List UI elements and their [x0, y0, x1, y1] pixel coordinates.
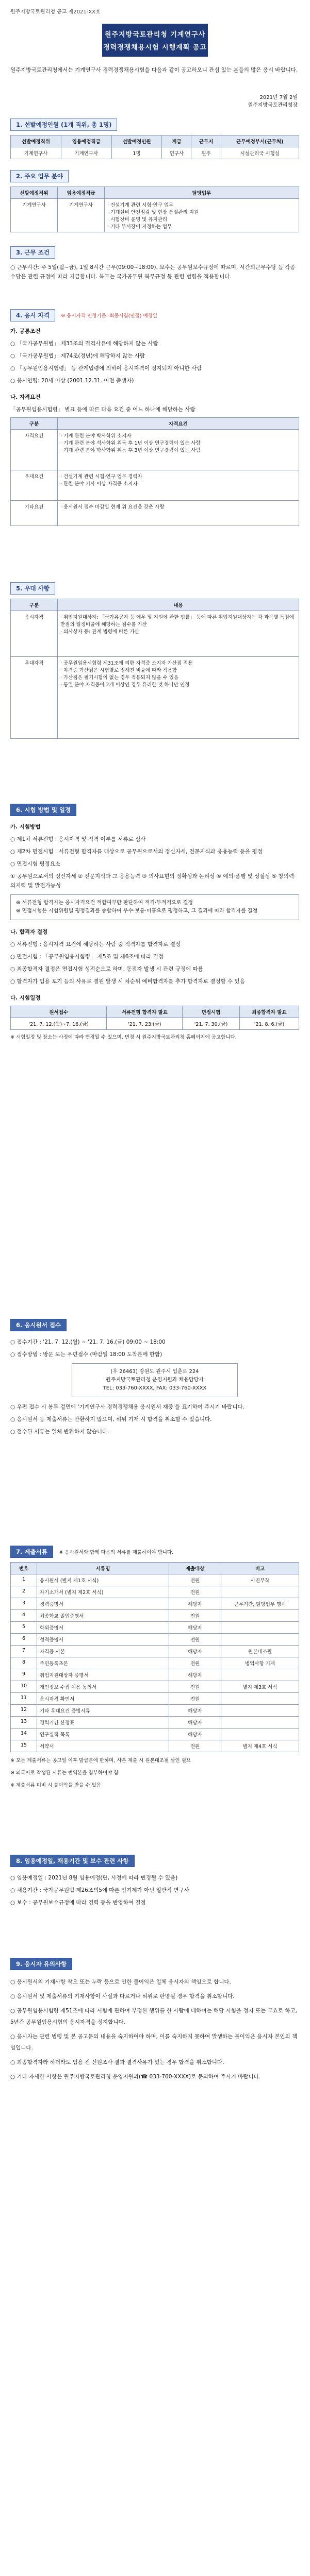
- schedule-block: [10, 993, 299, 1003]
- address-line: TEL: 033-760-XXXX, FAX: 033-760-XXXX: [103, 1385, 207, 1391]
- table-cell: 기계연구사: [11, 147, 61, 159]
- note-item: ○ 우편 접수 시 봉투 겉면에 '기계연구사 경력경쟁채용 응시원서 재중'을 표기하여 주시기 바랍니다.: [10, 1404, 244, 1410]
- table-row: [11, 1586, 299, 1598]
- table-cell: 시설관리국 시험실: [221, 147, 299, 159]
- positions-table: [10, 135, 299, 159]
- table-cell: 2: [11, 1586, 37, 1598]
- intro-text: 원주지방국토관리청에서는 기계연구사 경력경쟁채용시험을 다음과 같이 공고하오니 관심 있는 분들의 많은 응시 바랍니다.: [10, 67, 298, 73]
- table-row: [11, 1693, 299, 1705]
- col-header: 선발예정직위: [11, 135, 61, 147]
- preference-table: [10, 599, 299, 739]
- table-cell: 개인정보 수집·이용 동의서: [37, 1681, 169, 1693]
- table-header-row: [11, 418, 299, 430]
- conditions-text: ○ 근무시간: 주 5일(월~금), 1일 8시간 근무(09:00~18:00). 보수는 공무원보수규정에 따르며, 시간외근무수당 등 각종 수당은 관련 규정에 따라 지급합니다. 복무는 국가공무원 복무규정 등 관련 법령을 적용합니다.: [10, 264, 296, 280]
- table-row: [11, 1574, 299, 1586]
- table-cell: 기계연구사: [11, 199, 58, 232]
- section-title: 3. 근무 조건: [10, 246, 55, 259]
- table-cell: · 공무원임용시험령 제31조에 의한 자격증 소지자 가산점 적용 · 자격증 가산점은 시험별로 정해진 비율에 따라 적용함 · 가산점은 필기시험이 없는 경우 적용되지 않을 수 있음 · 동일 분야 자격증이 2개 이상인 경우 유리한 것 하나만 인정: [58, 657, 299, 739]
- issue-date: 2021년 7월 2일: [259, 95, 298, 100]
- table-cell: '21. 8. 6.(금): [239, 1018, 299, 1030]
- col-header: 제출대상: [169, 1563, 221, 1574]
- table-cell: 학위증명서: [37, 1622, 169, 1634]
- table-cell: 전원: [169, 1586, 221, 1598]
- info-item: ○ 임용예정일 : 2021년 8월 임용예정(단, 사정에 따라 변경될 수 있음): [10, 1875, 178, 1881]
- application-notes: [10, 1402, 299, 1436]
- duty-item: · 건설기계 관련 시험·연구 업무: [107, 202, 174, 208]
- table-cell: 3: [11, 1598, 37, 1610]
- condition-item: ○ 「공무원임용시험령」 등 관계법령에 의하여 응시자격이 정지되지 아니한 사람: [10, 365, 202, 371]
- col-header: 임용예정직급: [61, 135, 111, 147]
- table-cell: 해당자: [169, 1598, 221, 1610]
- section-title: 5. 우대 사항: [10, 582, 55, 595]
- section-duties: [10, 170, 299, 232]
- issuer-name: 원주지방국토관리청장: [248, 103, 298, 108]
- table-cell: 1명: [111, 147, 162, 159]
- table-row: [11, 1728, 299, 1740]
- table-cell: '21. 7. 12.(월)~7. 16.(금): [11, 1018, 107, 1030]
- col-header: 근무예정부서(근무처): [221, 135, 299, 147]
- condition-item: ○ 「국가공무원법」 제74조(정년)에 해당하지 않는 사람: [10, 353, 145, 359]
- col-header: 내용: [58, 599, 299, 611]
- col-header: 자격요건: [58, 418, 299, 430]
- section-conditions: [10, 246, 299, 281]
- caution-item: ○ 응시원서의 기재사항 착오 또는 누락 등으로 인한 불이익은 일체 응시자의 책임으로 합니다.: [10, 1979, 231, 1985]
- section-title: 6. 시험 방법 및 일정: [10, 804, 76, 816]
- caution-item: ○ 기타 자세한 사항은 원주지방국토관리청 운영지원과(☎ 033-760-XXXX)로 문의하여 주시기 바랍니다.: [10, 2074, 261, 2080]
- table-cell: 10: [11, 1681, 37, 1693]
- table-cell: 원주: [191, 147, 221, 159]
- table-cell: 기계연구사: [58, 199, 105, 232]
- table-header-row: [11, 187, 299, 199]
- table-row: [11, 147, 299, 159]
- section-appointment: [10, 1855, 299, 1910]
- general-conditions: [10, 327, 299, 414]
- note-item: ※ 서류전형 합격자는 응시자격요건 적합여부만 판단하여 적격·부적격으로 결정: [16, 900, 193, 906]
- table-cell: 15: [11, 1740, 37, 1752]
- table-cell: 원본대조필: [221, 1646, 299, 1657]
- table-cell: 해당자: [169, 1669, 221, 1681]
- note-item: ※ 제출서류 미비 시 불이익을 받을 수 있음: [10, 1783, 101, 1788]
- table-cell: 연구사: [162, 147, 191, 159]
- table-cell: 응시자격: [11, 611, 58, 657]
- table-cell: 13: [11, 1717, 37, 1728]
- table-header-row: [11, 135, 299, 147]
- documents-notes: [10, 1756, 299, 1790]
- section-positions: [10, 118, 299, 159]
- application-info: [10, 1337, 299, 1359]
- section-title: 6. 응시원서 접수: [10, 1319, 67, 1331]
- table-cell: 해당자: [169, 1717, 221, 1728]
- table-cell: 해당자: [169, 1705, 221, 1717]
- caution-item: ○ 응시원서 및 제출서류의 기재사항이 사실과 다르거나 허위로 판명될 경우 합격을 취소합니다.: [10, 1993, 235, 1999]
- section-title: 7. 제출서류: [10, 1546, 53, 1558]
- table-cell: 자기소개서 (별지 제2호 서식): [37, 1586, 169, 1598]
- section-preference: [10, 582, 299, 739]
- col-header: 번호: [11, 1563, 37, 1574]
- method-item: ○ 면접시험 평정요소: [10, 861, 60, 867]
- section-title: 2. 주요 업무 분야: [10, 170, 69, 182]
- table-row: [11, 1622, 299, 1634]
- table-cell: 전원: [169, 1574, 221, 1586]
- address-line: 원주지방국토관리청 운영지원과 채용담당자: [106, 1377, 204, 1383]
- col-header: 면접시험: [183, 1006, 240, 1018]
- selection-item: ○ 서류전형 : 응시자격 요건에 해당하는 사람 중 적격자를 합격자로 결정: [10, 941, 181, 947]
- documents-table: [10, 1562, 299, 1752]
- table-row: [11, 657, 299, 739]
- table-cell: 해당자: [169, 1646, 221, 1657]
- caution-item: ○ 최종합격자라 하더라도 임용 전 신원조사 결과 결격사유가 있는 경우 합격을 취소합니다.: [10, 2059, 224, 2065]
- issue-info: [248, 94, 298, 109]
- section-eligibility: [10, 309, 299, 526]
- section-subtitle: ※ 응시원서와 함께 다음의 서류를 제출하여야 합니다.: [59, 1550, 174, 1555]
- selection-rules: [10, 927, 299, 986]
- table-cell: 취업지원대상자 증명서: [37, 1669, 169, 1681]
- application-period: ○ 접수기간 : '21. 7. 12.(월) ~ '21. 7. 16.(금) 09:00 ~ 18:00: [10, 1339, 166, 1345]
- subsection-title: 가. 공통조건: [10, 328, 41, 334]
- cautions-list: [10, 1976, 299, 2082]
- note-item: ※ 외국어로 작성된 서류는 번역본을 첨부하여야 함: [10, 1770, 119, 1776]
- col-header: 계급: [162, 135, 191, 147]
- schedule-note: ※ 시험일정 및 장소는 사정에 따라 변경될 수 있으며, 변경 시 원주지방국토관리청 홈페이지에 공고합니다.: [10, 1035, 237, 1040]
- table-cell: 전원: [169, 1681, 221, 1693]
- section-title: 8. 임용예정일, 채용기간 및 보수 관련 사항: [10, 1855, 135, 1867]
- table-cell: 성적증명서: [37, 1634, 169, 1646]
- table-header-row: [11, 1563, 299, 1574]
- table-cell: 5: [11, 1622, 37, 1634]
- exam-note-box: [10, 894, 299, 920]
- section-documents: [10, 1546, 299, 1793]
- duty-item: · 기계설비 안전점검 및 현장 품질관리 지원: [107, 210, 199, 215]
- table-cell: 14: [11, 1728, 37, 1740]
- note-item: ○ 응시원서 등 제출서류는 반환하지 않으며, 허위 기재 시 합격을 취소할 수 있습니다.: [10, 1416, 212, 1422]
- requirement-intro: 「공무원임용시험령」 별표 등에 따른 다음 요건 중 어느 하나에 해당하는 사람: [10, 406, 195, 413]
- col-header: 선발예정인원: [111, 135, 162, 147]
- subsection-title: 다. 시험일정: [10, 995, 41, 1001]
- table-cell: 우대자격: [11, 657, 58, 739]
- table-cell: 서약서: [37, 1740, 169, 1752]
- col-header: 구분: [11, 418, 58, 430]
- section-exam: [10, 804, 299, 1042]
- table-row: [11, 1634, 299, 1646]
- method-item: ① 공무원으로서의 정신자세 ② 전문지식과 그 응용능력 ③ 의사표현의 정확성과 논리성 ④ 예의·품행 및 성실성 ⑤ 창의력·의지력 및 발전가능성: [10, 873, 296, 889]
- table-cell: 연구실적 목록: [37, 1728, 169, 1740]
- method-item: ○ 제1차 서류전형 : 응시자격 및 적격 여부를 서류로 심사: [10, 836, 146, 842]
- table-row: [11, 501, 299, 526]
- table-cell: 별지 제4호 서식: [221, 1740, 299, 1752]
- table-cell: 전원: [169, 1634, 221, 1646]
- section-title: 1. 선발예정인원 (1개 직위, 총 1명): [10, 118, 117, 131]
- table-cell: 기계연구사: [61, 147, 111, 159]
- table-cell: 해당자: [169, 1728, 221, 1740]
- table-cell: [221, 1693, 299, 1705]
- col-header: 최종합격자 발표: [239, 1006, 299, 1018]
- table-cell: 전원: [169, 1657, 221, 1669]
- table-cell: · 건설기계 관련 시험·연구 업무 경력자 · 관련 분야 기사 이상 자격증 소지자: [58, 470, 299, 501]
- table-cell: 경력기간 산정표: [37, 1717, 169, 1728]
- table-cell: 8: [11, 1657, 37, 1669]
- table-cell: 자격요건: [11, 430, 58, 470]
- info-item: ○ 채용기간 : 국가공무원법 제26조의5에 따른 임기제가 아닌 일반직 연구사: [10, 1887, 189, 1893]
- selection-item: ○ 최종합격자 결정은 면접시험 성적순으로 하며, 동점자 발생 시 관련 규정에 따름: [10, 966, 203, 972]
- table-cell: 9: [11, 1669, 37, 1681]
- duty-item: · 시험장비 운영 및 유지관리: [107, 217, 168, 223]
- documents-rows: [11, 1574, 299, 1752]
- table-cell: 전원: [169, 1740, 221, 1752]
- section-subtitle: ※ 응시자격 인정기준: 최종시험(면접) 예정일: [61, 313, 157, 319]
- table-cell: [221, 1728, 299, 1740]
- table-cell: 1: [11, 1574, 37, 1586]
- table-cell: 해당자: [169, 1622, 221, 1634]
- note-item: ※ 모든 제출서류는 공고일 이후 발급분에 한하며, 사본 제출 시 원본대조필 날인 필요: [10, 1758, 191, 1764]
- table-row: [11, 1018, 299, 1030]
- table-cell: 6: [11, 1634, 37, 1646]
- note-item: ※ 면접시험은 시험위원별 평정결과를 종합하여 우수·보통·미흡으로 평정하고, 그 결과에 따라 합격자를 결정: [16, 908, 258, 914]
- table-cell: · 응시원서 접수 마감일 현재 위 요건을 갖춘 사람: [58, 501, 299, 526]
- table-cell: 기타 우대요건 증빙서류: [37, 1705, 169, 1717]
- table-cell: 사진부착: [221, 1574, 299, 1586]
- table-cell: [221, 1634, 299, 1646]
- table-header-row: [11, 599, 299, 611]
- condition-item: ○ 「국가공무원법」 제33조의 결격사유에 해당하지 않는 사람: [10, 341, 158, 347]
- duties-cell: [105, 199, 299, 232]
- table-cell: 우대요건: [11, 470, 58, 501]
- col-header: 서류전형 합격자 발표: [107, 1006, 183, 1018]
- table-cell: 응시자격 확인서: [37, 1693, 169, 1705]
- table-cell: [221, 1669, 299, 1681]
- table-row: [11, 470, 299, 501]
- subsection-title: 나. 합격자 결정: [10, 929, 48, 935]
- table-row: [11, 1717, 299, 1728]
- table-cell: 근무기간, 담당업무 명시: [221, 1598, 299, 1610]
- appointment-info: [10, 1873, 299, 1907]
- col-header: 원서접수: [11, 1006, 107, 1018]
- section-application: [10, 1319, 299, 1439]
- table-cell: 7: [11, 1646, 37, 1657]
- table-cell: · 기계 관련 분야 박사학위 소지자 · 기계 관련 분야 석사학위 취득 후 1년 이상 연구경력이 있는 사람 · 기계 관련 분야 학사학위 취득 후 3년 이상 연구경력이 있는 사람: [58, 430, 299, 470]
- duties-table: [10, 187, 299, 232]
- col-header: 서류명: [37, 1563, 169, 1574]
- schedule-table: [10, 1006, 299, 1030]
- table-cell: [221, 1622, 299, 1634]
- selection-item: ○ 합격자가 임용 포기 등의 사유로 결원 발생 시 차순위 예비합격자를 추가 합격자로 결정할 수 있음: [10, 978, 245, 985]
- table-cell: · 취업지원대상자: 「국가유공자 등 예우 및 지원에 관한 법률」 등에 따른 취업지원대상자는 각 과목별 득점에 만점의 일정비율에 해당하는 점수를 가산 · 의사상자 등: 관계 법령에 따른 가산: [58, 611, 299, 657]
- table-row: [11, 1646, 299, 1657]
- table-row: [11, 1610, 299, 1622]
- subsection-title: 가. 시험방법: [10, 824, 41, 830]
- selection-item: ○ 면접시험 : 「공무원임용시험령」 제5조 및 제6조에 따라 결정: [10, 954, 164, 960]
- table-cell: [221, 1610, 299, 1622]
- table-cell: 병역사항 기재: [221, 1657, 299, 1669]
- table-cell: 전원: [169, 1693, 221, 1705]
- address-box: [72, 1363, 238, 1397]
- table-row: [11, 1705, 299, 1717]
- table-cell: 자격증 사본: [37, 1646, 169, 1657]
- col-header: 비고: [221, 1563, 299, 1574]
- col-header: 구분: [11, 599, 58, 611]
- col-header: 선발예정직위: [11, 187, 58, 199]
- table-cell: [221, 1586, 299, 1598]
- table-row: [11, 1681, 299, 1693]
- table-row: [11, 199, 299, 232]
- caution-item: ○ 공무원임용시험령 제51조에 따라 시험에 관하여 부정한 행위를 한 사람에 대하여는 해당 시험을 정지 또는 무효로 하고, 5년간 공무원임용시험의 응시자격을 정지합니다.: [10, 2008, 297, 2025]
- table-row: [11, 1740, 299, 1752]
- table-row: [11, 1657, 299, 1669]
- col-header: 근무지: [191, 135, 221, 147]
- address-line: (우 26463) 강원도 원주시 입춘로 224: [110, 1369, 199, 1375]
- notice-number: 원주지방국토관리청 공고 제2021-XX호: [10, 9, 101, 15]
- subsection-title: 나. 자격요건: [10, 394, 41, 400]
- table-cell: 경력증명서: [37, 1598, 169, 1610]
- title-line1: 원주지방국토관리청 기계연구사: [104, 31, 206, 39]
- table-header-row: [11, 1006, 299, 1018]
- table-cell: 별지 제3호 서식: [221, 1681, 299, 1693]
- table-cell: 11: [11, 1693, 37, 1705]
- table-cell: 12: [11, 1705, 37, 1717]
- col-header: 임용예정직급: [58, 187, 105, 199]
- section-title: 9. 응시자 유의사항: [10, 1958, 72, 1970]
- table-row: [11, 611, 299, 657]
- table-cell: 응시원서 (별지 제1호 서식): [37, 1574, 169, 1586]
- title-line2: 경력경쟁채용시험 시행계획 공고: [103, 44, 207, 52]
- info-item: ○ 보수 : 공무원보수규정에 따라 경력 등을 반영하여 결정: [10, 1900, 146, 1906]
- table-cell: '21. 7. 30.(금): [183, 1018, 240, 1030]
- exam-method: [10, 822, 299, 890]
- table-cell: 전원: [169, 1610, 221, 1622]
- table-row: [11, 430, 299, 470]
- requirements-table: [10, 417, 299, 526]
- table-cell: 최종학교 졸업증명서: [37, 1610, 169, 1622]
- caution-item: ○ 응시자는 관련 법령 및 본 공고문의 내용을 숙지하여야 하며, 이를 숙지하지 못하여 발생하는 불이익은 응시자 본인의 책임입니다.: [10, 2033, 298, 2051]
- table-row: [11, 1669, 299, 1681]
- condition-item: ○ 응시연령: 20세 이상 (2001.12.31. 이전 출생자): [10, 378, 134, 384]
- method-item: ○ 제2차 면접시험 : 서류전형 합격자를 대상으로 공무원으로서의 정신자세, 전문지식과 응용능력 등을 평정: [10, 849, 263, 855]
- table-cell: [221, 1717, 299, 1728]
- section-cautions: [10, 1958, 299, 2086]
- application-method: ○ 접수방법 : 방문 또는 우편접수 (마감일 18:00 도착분에 한함): [10, 1351, 162, 1358]
- table-row: [11, 1598, 299, 1610]
- notice-title: [102, 24, 208, 57]
- duty-item: · 기타 부서장이 지정하는 업무: [107, 224, 172, 230]
- section-title: 4. 응시 자격: [10, 309, 55, 321]
- table-cell: 기타요건: [11, 501, 58, 526]
- note-item: ○ 접수된 서류는 일체 반환하지 않습니다.: [10, 1429, 109, 1435]
- table-cell: 4: [11, 1610, 37, 1622]
- table-cell: '21. 7. 23.(금): [107, 1018, 183, 1030]
- col-header: 담당업무: [105, 187, 299, 199]
- table-cell: [221, 1705, 299, 1717]
- table-cell: 주민등록초본: [37, 1657, 169, 1669]
